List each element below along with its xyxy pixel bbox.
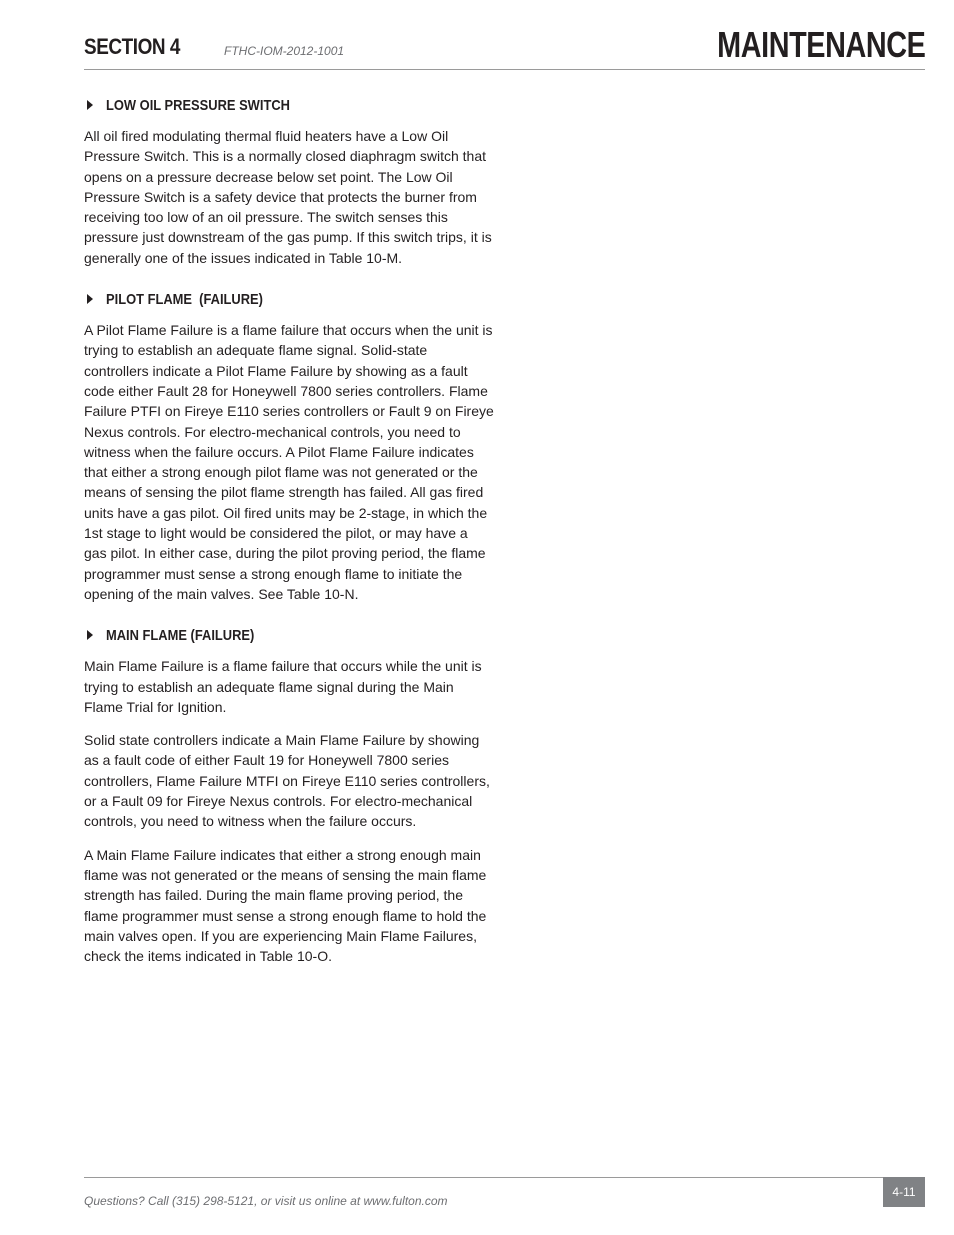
paragraph: Main Flame Failure is a flame failure that occurs while the unit is trying to establish an adequate flame signal during the Main Flame Trial for Ignition. <box>84 658 482 715</box>
section-main-flame-failure <box>84 624 494 966</box>
section-pilot-flame-failure <box>84 288 494 604</box>
triangle-bullet-icon <box>87 100 93 110</box>
section-title: LOW OIL PRESSURE SWITCH <box>106 96 290 114</box>
page-number: 4-11 <box>883 1177 925 1207</box>
section-title: PILOT FLAME (FAILURE) <box>106 290 263 308</box>
section-title: MAIN FLAME (FAILURE) <box>106 626 255 644</box>
section-label: SECTION 4 <box>84 34 181 59</box>
section-heading <box>84 624 494 646</box>
paragraph: A Main Flame Failure indicates that either a strong enough main flame was not generated or the means of sensing the main flame strength has failed. During the main flame proving period, the flame programmer must sense a strong enough flame to hold the main valves open. If you are experiencing Main Flame Failures, check the items indicated in Table 10-O. <box>84 846 487 965</box>
footer-divider <box>84 1177 925 1178</box>
document-code: FTHC-IOM-2012-1001 <box>224 44 345 58</box>
section-heading <box>84 94 494 116</box>
section-heading <box>84 288 494 310</box>
triangle-bullet-icon <box>87 630 93 640</box>
footer-contact: Questions? Call (315) 298-5121, or visit us online at www.fulton.com <box>84 1194 448 1208</box>
paragraph: All oil fired modulating thermal fluid heaters have a Low Oil Pressure Switch. This is a normally closed diaphragm switch that opens on a pressure decrease below set point. The Low Oil Pressure Switch is a safety device that protects the burner from receiving too low of an oil pressure. The switch senses this pressure just downstream of the gas pump. If this switch trips, it is generally one of the issues indicated in Table 10-M. <box>84 128 492 266</box>
section-low-oil-pressure-switch <box>84 94 494 268</box>
main-content <box>84 94 494 986</box>
page-title: MAINTENANCE <box>716 24 925 65</box>
paragraph: Solid state controllers indicate a Main Flame Failure by showing as a fault code of either Fault 19 for Honeywell 7800 series controllers, Flame Failure MTFI on Fireye E110 series controllers, or a Fault 09 for Fireye Nexus controls. For electro-mechanical controls, you need to witness when the failure occurs. <box>84 732 490 830</box>
page-header <box>84 22 925 70</box>
paragraph: A Pilot Flame Failure is a flame failure that occurs when the unit is trying to establish an adequate flame signal. Solid-state controllers indicate a Pilot Flame Failure by showing as a fault code either Fault 28 for Honeywell 7800 series controllers. Flame Failure PTFI on Fireye E110 series controllers or Fault 9 on Fireye Nexus controls. For electro-mechanical controls, you need to witness when the failure occurs. A Pilot Flame Failure indicates that either a strong enough pilot flame was not generated or the means of sensing the pilot flame strength has failed. All gas fired units have a gas pilot. Oil fired units may be 2-stage, in which the 1st stage to light would be considered the pilot, or may have a gas pilot. In either case, during the pilot proving period, the flame programmer must sense a strong enough flame to initiate the opening of the main valves. See Table 10-N. <box>84 322 494 602</box>
triangle-bullet-icon <box>87 294 93 304</box>
